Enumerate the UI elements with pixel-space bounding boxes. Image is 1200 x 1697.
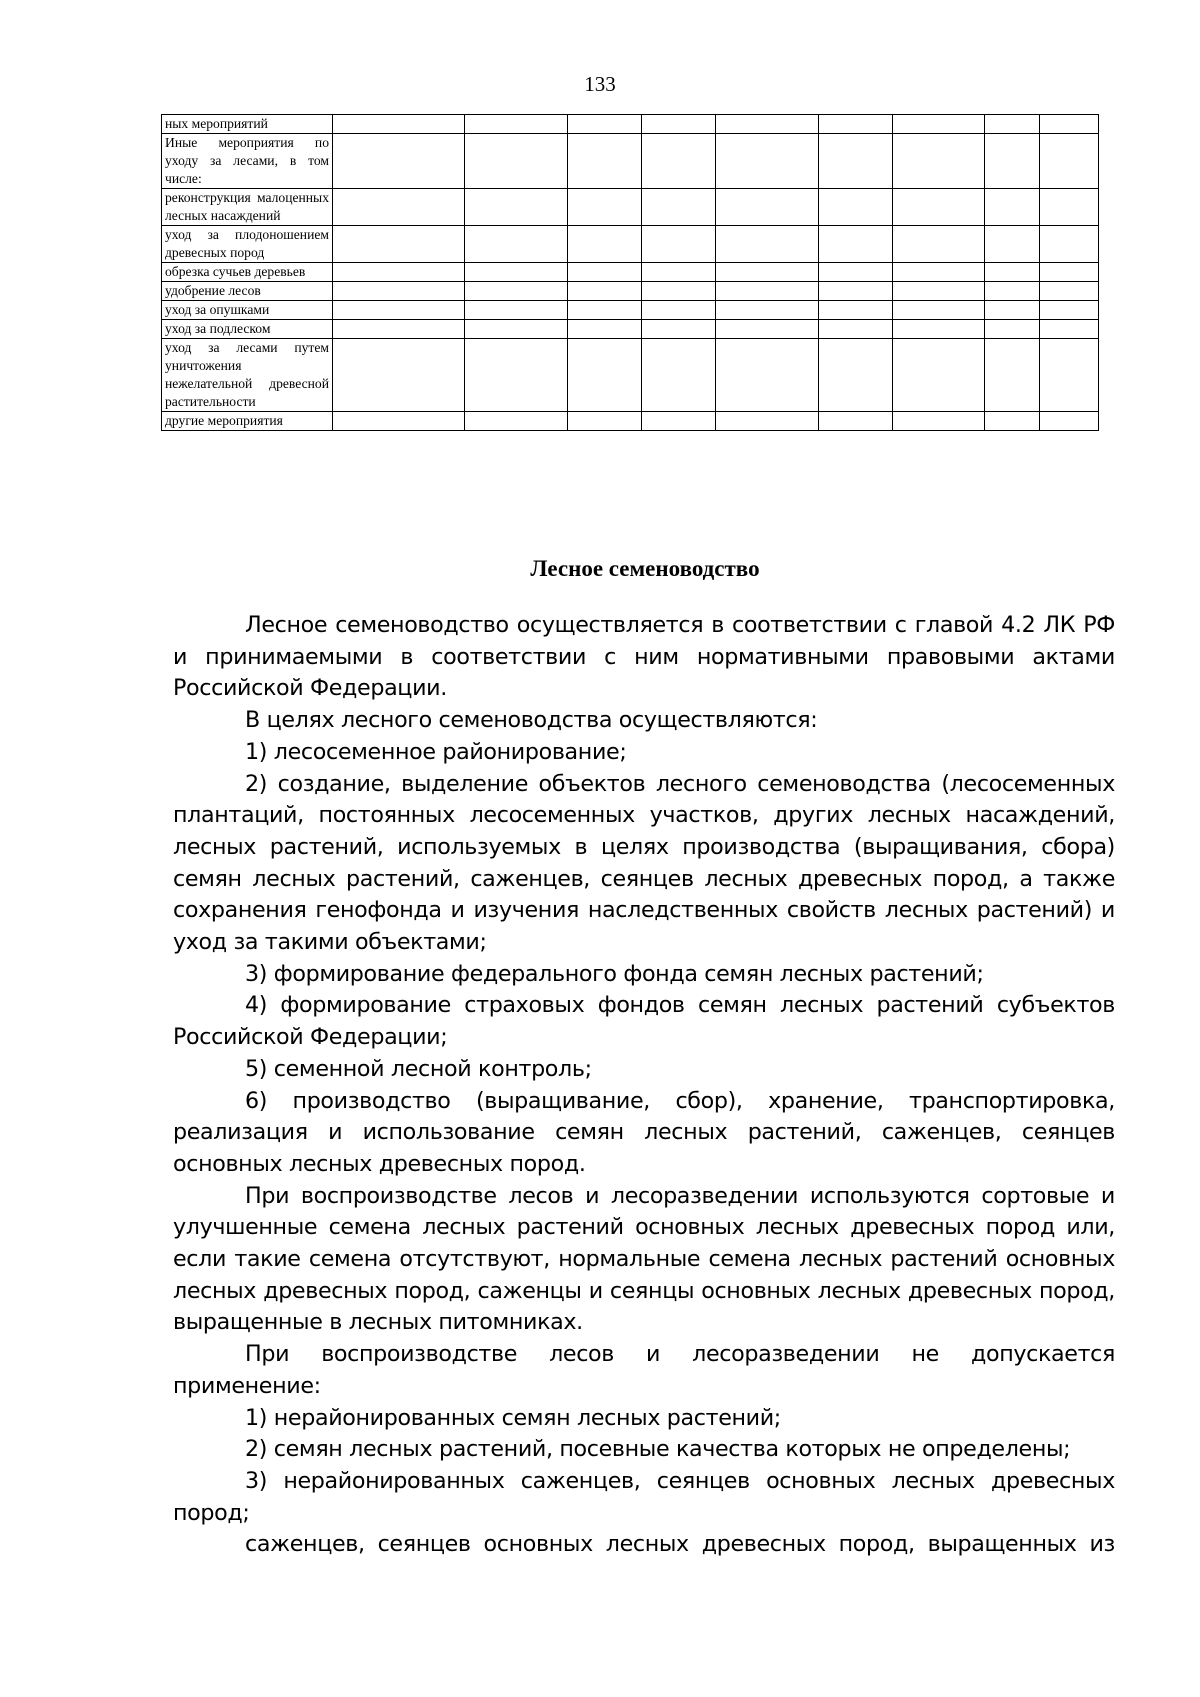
paragraph: 6) производство (выращивание, сбор), хранение, транспортировка, реализация и использование семян лесных растений, саженцев, сеянцев основных лесных древесных пород. [173, 1087, 1115, 1177]
row-label: удобрение лесов [162, 282, 333, 301]
paragraph: саженцев, сеянцев основных лесных древесных пород, выращенных из [245, 1531, 1115, 1558]
paragraph: 5) семенной лесной контроль; [245, 1055, 592, 1082]
table-cell [716, 301, 819, 320]
table-cell [568, 115, 642, 134]
table-cell [1040, 320, 1099, 339]
paragraph: 1) нерайонированных семян лесных растений; [245, 1404, 781, 1431]
table-cell [893, 189, 985, 226]
table-cell [985, 412, 1040, 431]
table-cell [819, 339, 893, 412]
table-cell [568, 301, 642, 320]
table-row [162, 115, 1099, 134]
table-cell [642, 115, 716, 134]
table-cell [985, 226, 1040, 263]
table-cell [1040, 301, 1099, 320]
table-cell [465, 134, 568, 189]
row-label: другие мероприятия [162, 412, 333, 431]
table-cell [1040, 263, 1099, 282]
table-cell [893, 263, 985, 282]
table-cell [642, 134, 716, 189]
table-cell [985, 115, 1040, 134]
table-cell [642, 189, 716, 226]
table-cell [716, 412, 819, 431]
table-cell [333, 339, 465, 412]
table-cell [465, 320, 568, 339]
table-cell [985, 263, 1040, 282]
table-cell [985, 301, 1040, 320]
table-cell [985, 189, 1040, 226]
table-cell [716, 115, 819, 134]
table-cell [465, 301, 568, 320]
table-cell [819, 320, 893, 339]
row-label: уход за подлеском [162, 320, 333, 339]
forest-care-measures-table [161, 114, 1099, 431]
table-cell [716, 189, 819, 226]
table-cell [985, 134, 1040, 189]
table-row [162, 226, 1099, 263]
table-row [162, 412, 1099, 431]
paragraph: 1) лесосеменное районирование; [245, 738, 627, 765]
table-cell [893, 134, 985, 189]
paragraph: При воспроизводстве лесов и лесоразведении не допускается применение: [173, 1341, 1115, 1399]
table-cell [716, 320, 819, 339]
table-cell [642, 301, 716, 320]
table-cell [985, 339, 1040, 412]
row-label: уход за плодоношением древесных пород [162, 226, 333, 263]
table-cell [568, 320, 642, 339]
table-cell [1040, 412, 1099, 431]
paragraph: 3) нерайонированных саженцев, сеянцев основных лесных древесных пород; [173, 1467, 1115, 1526]
table-cell [985, 320, 1040, 339]
paragraph: 2) создание, выделение объектов лесного семеноводства (лесосеменных плантаций, постоянных лесосеменных участков, других лесных насаждений, лесных растений, используемых в целях производства (выращивания, сбора) семян лесных растений, саженцев, сеянцев лесных древесных пород, а также сохранения генофонда и изучения наследственных свойств лесных растений) и уход за такими объектами; [173, 770, 1115, 956]
table-cell [716, 263, 819, 282]
table-cell [568, 282, 642, 301]
table-cell [568, 339, 642, 412]
table-cell [333, 115, 465, 134]
table-cell [568, 134, 642, 189]
paragraph: 2) семян лесных растений, посевные качества которых не определены; [245, 1436, 1071, 1463]
table-cell [333, 189, 465, 226]
table-cell [568, 412, 642, 431]
table-row [162, 263, 1099, 282]
row-label: обрезка сучьев деревьев [162, 263, 333, 282]
page-number: 133 [584, 72, 616, 96]
row-label: уход за опушками [162, 301, 333, 320]
table-cell [716, 339, 819, 412]
table-cell [568, 226, 642, 263]
table-cell [568, 189, 642, 226]
table-cell [716, 282, 819, 301]
table-cell [1040, 226, 1099, 263]
row-label: Иные мероприятия по уходу за лесами, в том числе: [162, 134, 333, 189]
table-row [162, 339, 1099, 412]
paragraph: 3) формирование федерального фонда семян лесных растений; [245, 960, 984, 987]
row-label: реконструкция малоценных лесных насаждений [162, 189, 333, 226]
table-cell [893, 226, 985, 263]
table-cell [642, 320, 716, 339]
table-cell [893, 115, 985, 134]
table-row [162, 134, 1099, 189]
table-row [162, 189, 1099, 226]
table-cell [642, 339, 716, 412]
paragraph: В целях лесного семеноводства осуществляются: [245, 707, 818, 734]
table-cell [819, 134, 893, 189]
paragraph: Лесное семеноводство осуществляется в соответствии с главой 4.2 ЛК РФ и принимаемыми в соответствии с ним нормативными правовыми актами Российской Федерации. [173, 612, 1115, 702]
table-cell [893, 301, 985, 320]
table-cell [642, 412, 716, 431]
table-cell [465, 189, 568, 226]
row-label: ных мероприятий [162, 115, 333, 134]
table-cell [465, 339, 568, 412]
table-cell [333, 320, 465, 339]
row-label: уход за лесами путем уничтожения нежелательной древесной растительности [162, 339, 333, 412]
table-cell [1040, 339, 1099, 412]
table-cell [465, 115, 568, 134]
table-cell [333, 412, 465, 431]
table-cell [1040, 189, 1099, 226]
table-cell [819, 115, 893, 134]
table-cell [333, 263, 465, 282]
table-cell [716, 226, 819, 263]
table-cell [333, 301, 465, 320]
table-cell [465, 226, 568, 263]
table-cell [716, 134, 819, 189]
table-cell [985, 282, 1040, 301]
paragraph: 4) формирование страховых фондов семян лесных растений субъектов Российской Федерации; [173, 992, 1115, 1051]
table-cell [819, 263, 893, 282]
table-cell [333, 226, 465, 263]
table-cell [333, 282, 465, 301]
paragraph: При воспроизводстве лесов и лесоразведении используются сортовые и улучшенные семена лесных растений основных лесных древесных пород или, если такие семена отсутствуют, нормальные семена лесных растений основных лесных древесных пород, саженцы и сеянцы основных лесных древесных пород, выращенные в лесных питомниках. [173, 1182, 1115, 1336]
table-cell [642, 226, 716, 263]
table-cell [893, 320, 985, 339]
table-cell [819, 301, 893, 320]
table-cell [642, 263, 716, 282]
body-text [173, 610, 1115, 1561]
table-row [162, 282, 1099, 301]
table-cell [1040, 115, 1099, 134]
table-cell [893, 282, 985, 301]
table-cell [819, 282, 893, 301]
table-cell [465, 412, 568, 431]
table-cell [465, 282, 568, 301]
table-cell [819, 226, 893, 263]
table-cell [1040, 134, 1099, 189]
table-cell [568, 263, 642, 282]
table-cell [819, 412, 893, 431]
table-row [162, 320, 1099, 339]
table-cell [893, 412, 985, 431]
table-cell [333, 134, 465, 189]
table-cell [1040, 282, 1099, 301]
table-row [162, 301, 1099, 320]
table-cell [819, 189, 893, 226]
table-cell [893, 339, 985, 412]
table-cell [465, 263, 568, 282]
table-cell [642, 282, 716, 301]
section-title: Лесное семеноводство [530, 556, 760, 581]
